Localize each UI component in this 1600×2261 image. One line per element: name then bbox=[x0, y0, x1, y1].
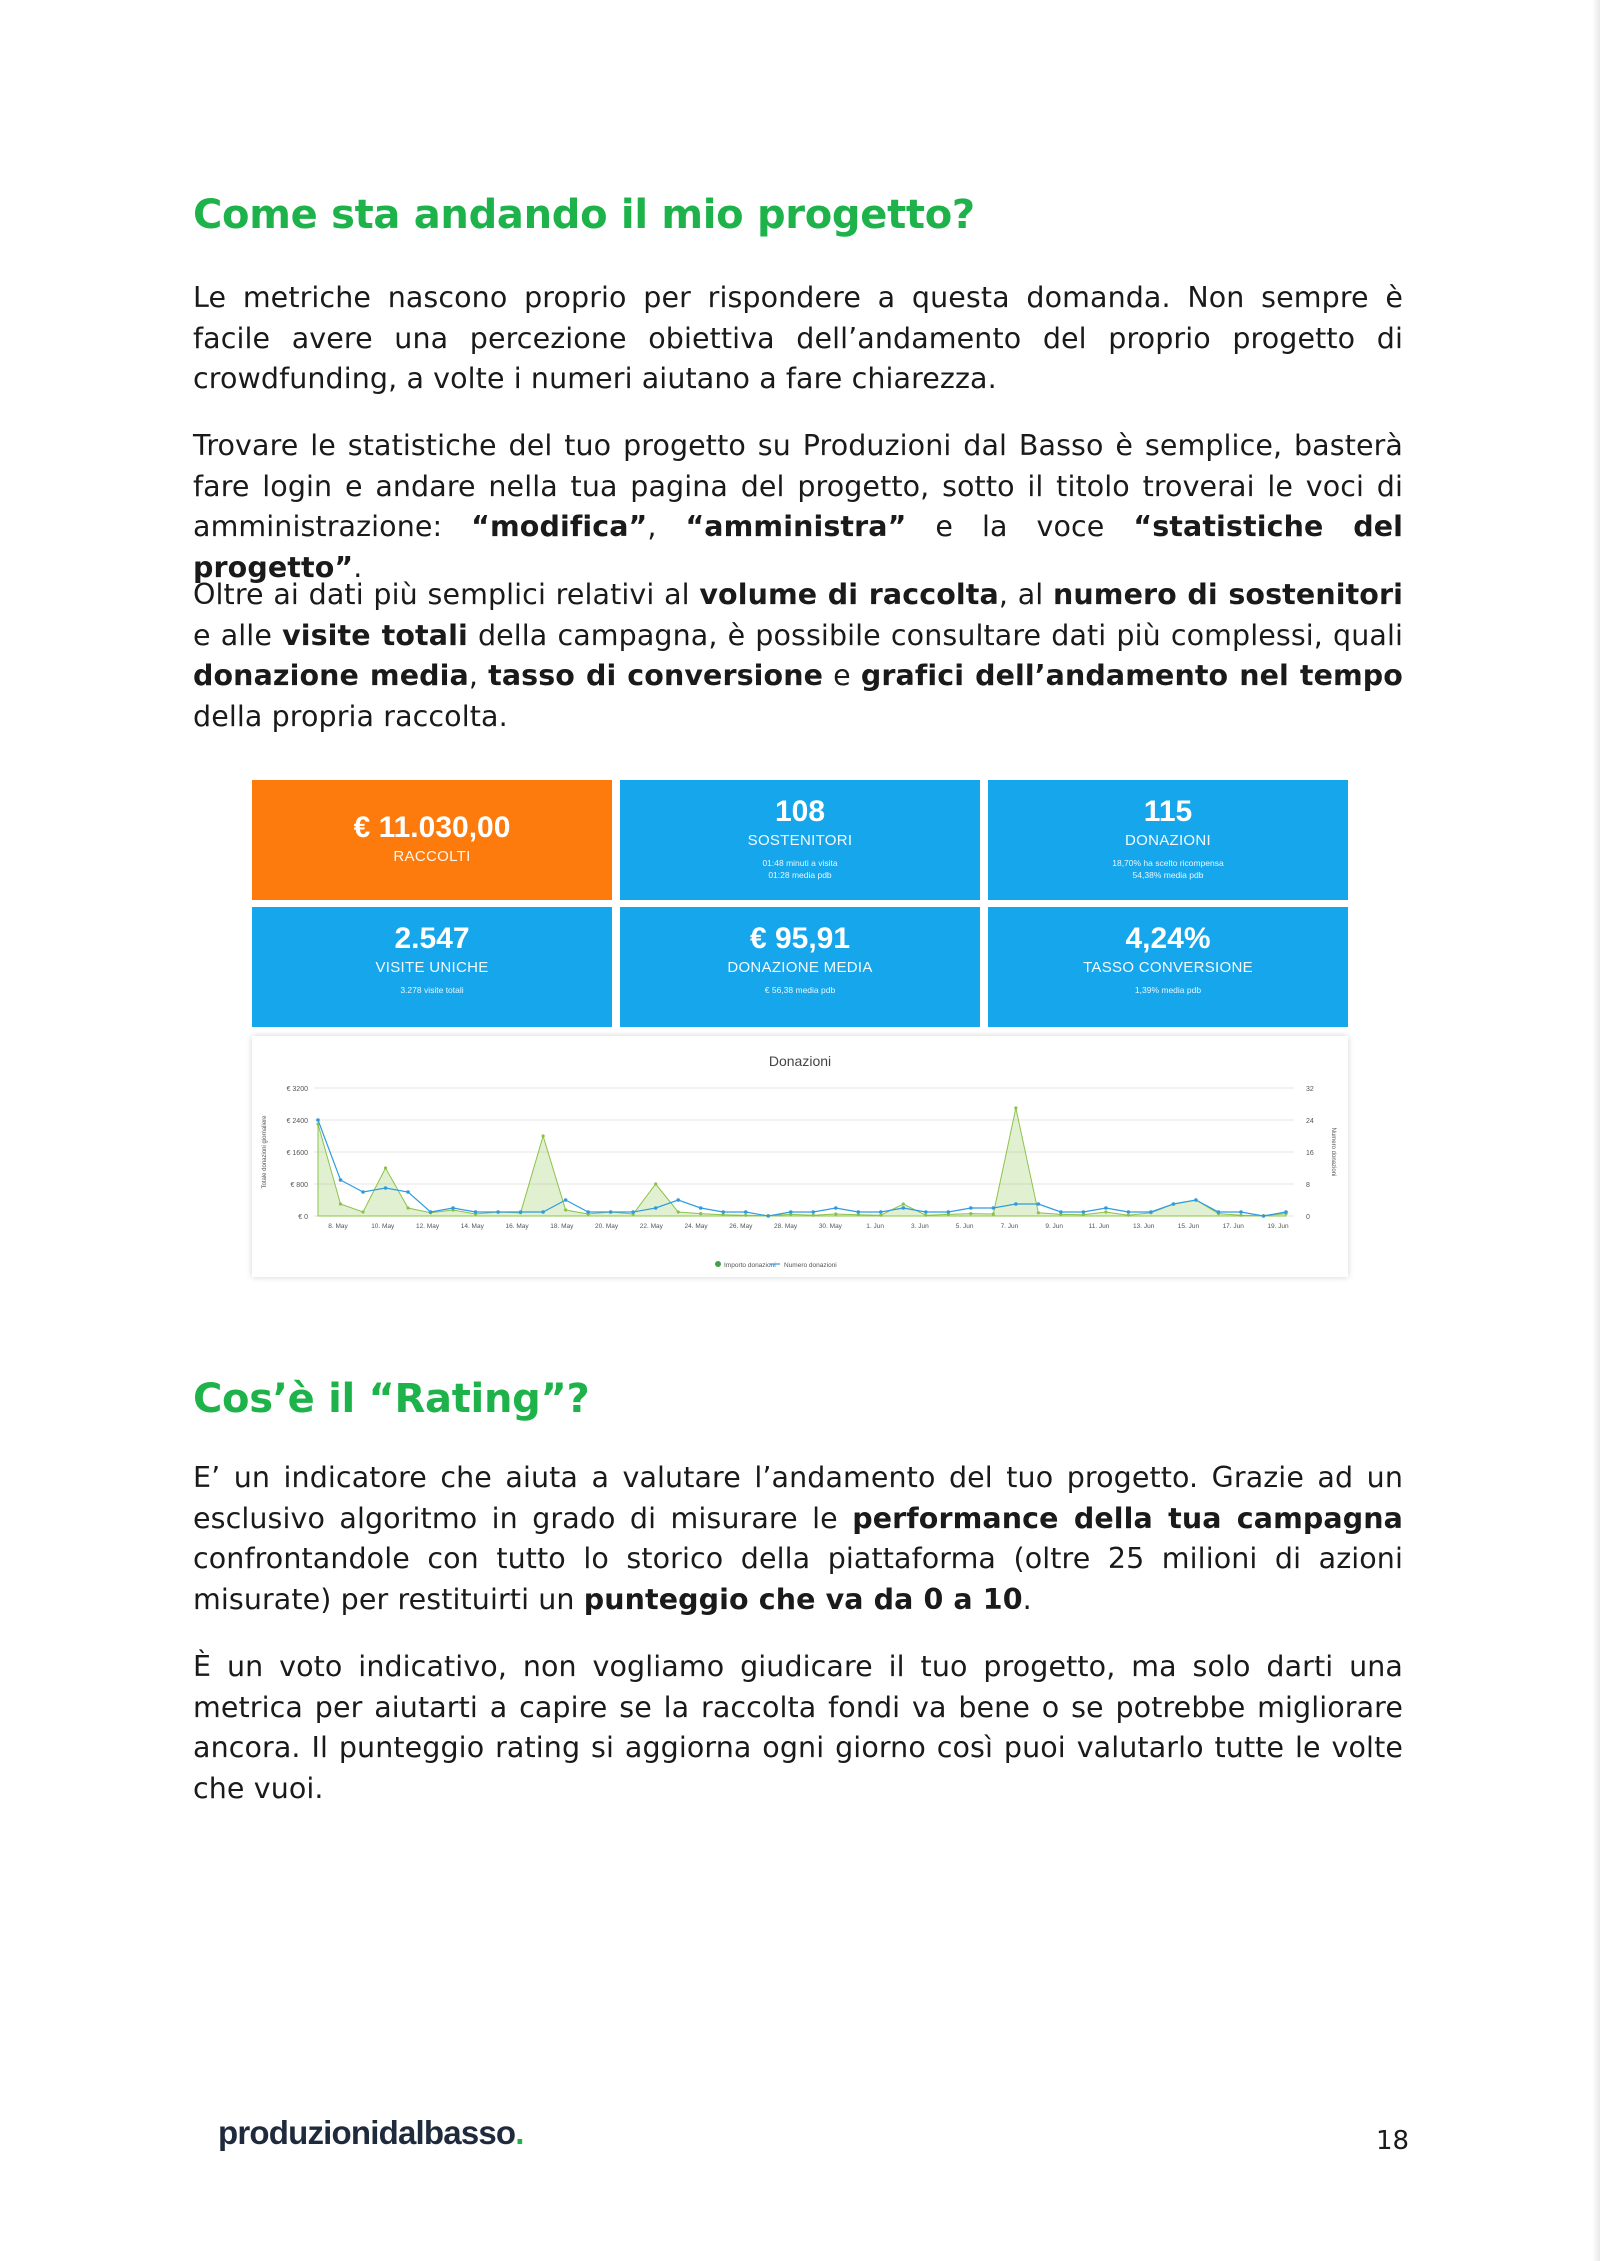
x-tick-label: 24. May bbox=[684, 1223, 708, 1230]
x-tick-label: 18. May bbox=[550, 1223, 574, 1230]
x-tick-label: 14. May bbox=[460, 1223, 484, 1230]
tile-donazione-media bbox=[620, 907, 980, 1027]
importo-point bbox=[361, 1210, 364, 1213]
text: della campagna, è possibile consultare dati più complessi, quali bbox=[467, 618, 1403, 652]
numero-point bbox=[1262, 1214, 1266, 1218]
chart-title: Donazioni bbox=[768, 1053, 832, 1069]
bold-statistiche: “statistiche del progetto” bbox=[193, 510, 1403, 584]
tile-label: SOSTENITORI bbox=[747, 832, 853, 849]
numero-point bbox=[676, 1198, 680, 1202]
tile-donazioni bbox=[988, 780, 1348, 900]
y-right-tick-label: 24 bbox=[1306, 1118, 1314, 1125]
numero-point bbox=[947, 1210, 951, 1214]
importo-point bbox=[339, 1202, 342, 1205]
tile-sub: 01:28 media pdb bbox=[768, 870, 832, 880]
text: , bbox=[468, 659, 489, 692]
numero-point bbox=[789, 1210, 793, 1214]
numero-point bbox=[631, 1210, 635, 1214]
x-tick-label: 7. Jun bbox=[1000, 1223, 1019, 1230]
x-tick-label: 26. May bbox=[729, 1223, 753, 1230]
numero-point bbox=[766, 1214, 770, 1218]
bold-amministra: “amministra” bbox=[685, 510, 907, 543]
donations-chart-svg bbox=[252, 1036, 1348, 1277]
numero-point bbox=[474, 1210, 478, 1214]
x-tick-label: 16. May bbox=[505, 1223, 529, 1230]
x-tick-label: 19. Jun bbox=[1267, 1223, 1289, 1230]
numero-point bbox=[361, 1190, 365, 1194]
tile-sub: 1,39% media pdb bbox=[1134, 985, 1202, 995]
brand-dot: . bbox=[515, 2114, 524, 2151]
numero-point bbox=[1014, 1202, 1018, 1206]
text: , al bbox=[998, 578, 1053, 611]
numero-point bbox=[879, 1210, 883, 1214]
tile-sub: 18,70% ha scelto ricompensa bbox=[1112, 858, 1224, 868]
numero-point bbox=[1149, 1210, 1153, 1214]
importo-point bbox=[744, 1214, 747, 1217]
bold-performance: performance della tua campagna bbox=[852, 1501, 1403, 1535]
text: Trovare le statistiche del tuo progetto su Produzioni dal Basso è semplice, basterà fare login e andare nella tua pagina del progetto, sotto il titolo troverai le voci di amministrazione: bbox=[193, 429, 1403, 543]
numero-point bbox=[902, 1206, 906, 1210]
x-tick-label: 8. May bbox=[328, 1223, 348, 1230]
text: e la voce bbox=[906, 510, 1134, 543]
x-tick-label: 28. May bbox=[774, 1223, 798, 1230]
text: . bbox=[1022, 1582, 1032, 1616]
bold-punteggio: punteggio che va da 0 a 10 bbox=[583, 1582, 1023, 1616]
numero-point bbox=[519, 1210, 523, 1214]
numero-point bbox=[564, 1198, 568, 1202]
importo-point bbox=[1014, 1106, 1017, 1109]
y-right-tick-label: 32 bbox=[1306, 1086, 1314, 1093]
numero-point bbox=[924, 1210, 928, 1214]
text: confrontandole con tutto lo storico della piattaforma (oltre 25 milioni di azioni misurate) per restituirti un bbox=[193, 1542, 1403, 1616]
x-tick-label: 15. Jun bbox=[1177, 1223, 1200, 1230]
numero-point bbox=[609, 1210, 613, 1214]
importo-point bbox=[834, 1212, 837, 1215]
y-right-tick-label: 8 bbox=[1306, 1182, 1310, 1189]
tile-sub: 01:48 minuti a visita bbox=[762, 858, 838, 868]
paragraph-data-types bbox=[193, 575, 1403, 737]
legend-label-importo: Importo donazioni bbox=[724, 1262, 776, 1269]
tile-label: DONAZIONE MEDIA bbox=[727, 959, 873, 976]
importo-point bbox=[677, 1210, 680, 1213]
brand-logo bbox=[218, 2114, 524, 2152]
tile-sub: 3.278 visite totali bbox=[400, 985, 464, 995]
tile-value: 108 bbox=[774, 795, 826, 828]
numero-point bbox=[1104, 1206, 1108, 1210]
numero-point bbox=[721, 1210, 725, 1214]
tile-value: € 11.030,00 bbox=[353, 811, 511, 844]
numero-point bbox=[1239, 1210, 1243, 1214]
tile-label: DONAZIONI bbox=[1124, 832, 1212, 849]
numero-point bbox=[744, 1210, 748, 1214]
importo-point bbox=[924, 1214, 927, 1217]
tile-sub: 54,38% media pdb bbox=[1132, 870, 1204, 880]
bold-donazione-media: donazione media bbox=[193, 659, 469, 692]
importo-point bbox=[1104, 1210, 1107, 1213]
page-edge bbox=[1592, 0, 1600, 2261]
y-left-tick-label: € 3200 bbox=[286, 1086, 308, 1093]
numero-point bbox=[339, 1178, 343, 1182]
text: . bbox=[353, 550, 363, 584]
numero-point bbox=[654, 1206, 658, 1210]
x-tick-label: 13. Jun bbox=[1133, 1223, 1155, 1230]
y-left-tick-label: € 1600 bbox=[286, 1150, 308, 1157]
x-tick-label: 30. May bbox=[818, 1223, 842, 1230]
numero-point bbox=[541, 1210, 545, 1214]
numero-point bbox=[969, 1206, 973, 1210]
tile-label: VISITE UNICHE bbox=[375, 959, 489, 976]
bold-sostenitori: numero di sostenitori bbox=[1053, 578, 1404, 611]
text: e alle bbox=[193, 618, 283, 652]
tile-tasso bbox=[988, 907, 1348, 1027]
x-tick-label: 20. May bbox=[595, 1223, 619, 1230]
text: Oltre ai dati più semplici relativi al bbox=[193, 578, 700, 611]
tile-label: RACCOLTI bbox=[393, 848, 471, 865]
numero-point bbox=[992, 1206, 996, 1210]
section-title-rating: Cos’è il “Rating”? bbox=[193, 1376, 590, 1422]
x-tick-label: 11. Jun bbox=[1088, 1223, 1110, 1230]
y-right-tick-label: 0 bbox=[1306, 1214, 1310, 1221]
importo-point bbox=[1037, 1211, 1040, 1214]
importo-point bbox=[542, 1134, 545, 1137]
numero-point bbox=[451, 1206, 455, 1210]
paragraph-find-statistics bbox=[193, 426, 1403, 588]
numero-point bbox=[1217, 1210, 1221, 1214]
tile-label: TASSO CONVERSIONE bbox=[1083, 959, 1253, 976]
tile-value: 4,24% bbox=[1125, 922, 1211, 955]
x-tick-label: 5. Jun bbox=[955, 1223, 974, 1230]
bold-visite: visite totali bbox=[282, 618, 468, 652]
numero-point bbox=[834, 1206, 838, 1210]
numero-point bbox=[496, 1210, 500, 1214]
brand-name: produzionidalbasso bbox=[218, 2114, 516, 2151]
paragraph-rating-note: È un voto indicativo, non vogliamo giudicare il tuo progetto, ma solo darti una metrica per aiutarti a capire se la raccolta fondi va bene o se potrebbe migliorare ancora. Il punteggio rating si aggiorna ogni giorno così puoi valutarlo tutte le volte che vuoi. bbox=[193, 1650, 1403, 1805]
importo-point bbox=[406, 1206, 409, 1209]
numero-point bbox=[1172, 1202, 1176, 1206]
y-left-tick-label: € 800 bbox=[290, 1182, 308, 1189]
bold-modifica: “modifica” bbox=[471, 510, 648, 543]
numero-point bbox=[1284, 1210, 1288, 1214]
numero-point bbox=[406, 1190, 410, 1194]
tile-sostenitori bbox=[620, 780, 980, 900]
bold-grafici: grafici dell’andamento nel tempo bbox=[860, 659, 1403, 692]
numero-point bbox=[811, 1210, 815, 1214]
importo-point bbox=[384, 1166, 387, 1169]
tile-value: € 95,91 bbox=[749, 922, 851, 955]
numero-point bbox=[316, 1118, 320, 1122]
importo-point bbox=[699, 1212, 702, 1215]
numero-point bbox=[699, 1206, 703, 1210]
x-tick-label: 22. May bbox=[639, 1223, 663, 1230]
legend-label-numero: Numero donazioni bbox=[784, 1262, 837, 1269]
tile-raccolti bbox=[252, 780, 612, 900]
numero-point bbox=[1082, 1210, 1086, 1214]
tile-value: 115 bbox=[1143, 795, 1193, 828]
text: e bbox=[823, 659, 861, 692]
numero-point bbox=[586, 1210, 590, 1214]
numero-point bbox=[856, 1210, 860, 1214]
paragraph-rating-intro bbox=[193, 1458, 1403, 1620]
importo-point bbox=[902, 1202, 905, 1205]
x-tick-label: 9. Jun bbox=[1045, 1223, 1064, 1230]
x-tick-label: 1. Jun bbox=[866, 1223, 885, 1230]
tile-sub: € 56,38 media pdb bbox=[764, 985, 836, 995]
numero-point bbox=[1059, 1210, 1063, 1214]
numero-point bbox=[429, 1210, 433, 1214]
y-right-tick-label: 16 bbox=[1306, 1150, 1314, 1157]
numero-point bbox=[384, 1186, 388, 1190]
importo-point bbox=[1239, 1214, 1242, 1217]
donations-chart bbox=[252, 1036, 1348, 1277]
importo-point bbox=[1127, 1214, 1130, 1217]
tile-value: 2.547 bbox=[394, 922, 470, 955]
importo-point bbox=[879, 1214, 882, 1217]
y-left-tick-label: € 2400 bbox=[286, 1118, 308, 1125]
tile-visite bbox=[252, 907, 612, 1027]
page-number: 18 bbox=[1376, 2126, 1410, 2156]
text: , bbox=[647, 510, 686, 543]
paragraph-metrics-intro: Le metriche nascono proprio per rispondere a questa domanda. Non sempre è facile avere una percezione obiettiva dell’andamento del proprio progetto di crowdfunding, a volte i numeri aiutano a fare chiarezza. bbox=[193, 281, 1403, 395]
importo-point bbox=[812, 1214, 815, 1217]
series-importo-area bbox=[318, 1108, 1286, 1216]
numero-point bbox=[1037, 1202, 1041, 1206]
text: della propria raccolta. bbox=[193, 699, 508, 733]
y-left-axis-label: Totale donazioni giornaliere bbox=[262, 1115, 268, 1189]
x-tick-label: 17. Jun bbox=[1222, 1223, 1244, 1230]
importo-point bbox=[564, 1208, 567, 1211]
y-left-tick-label: € 0 bbox=[298, 1214, 308, 1221]
legend-marker-importo bbox=[715, 1261, 721, 1267]
section-title-progress: Come sta andando il mio progetto? bbox=[193, 192, 975, 238]
text: E’ un indicatore che aiuta a valutare l’andamento del tuo progetto. Grazie ad un esclusivo algoritmo in grado di misurare le bbox=[193, 1461, 1403, 1535]
importo-point bbox=[969, 1212, 972, 1215]
numero-point bbox=[1194, 1198, 1198, 1202]
importo-point bbox=[992, 1212, 995, 1215]
numero-point bbox=[1127, 1210, 1131, 1214]
bold-volume: volume di raccolta bbox=[699, 578, 999, 611]
statistics-dashboard bbox=[252, 780, 1348, 1277]
x-tick-label: 10. May bbox=[371, 1223, 395, 1230]
importo-point bbox=[654, 1182, 657, 1185]
series-numero-line bbox=[318, 1120, 1286, 1216]
x-tick-label: 12. May bbox=[415, 1223, 440, 1230]
x-tick-label: 3. Jun bbox=[911, 1223, 929, 1230]
bold-tasso: tasso di conversione bbox=[488, 659, 824, 692]
y-right-axis-label: Numero donazioni bbox=[1330, 1127, 1336, 1177]
